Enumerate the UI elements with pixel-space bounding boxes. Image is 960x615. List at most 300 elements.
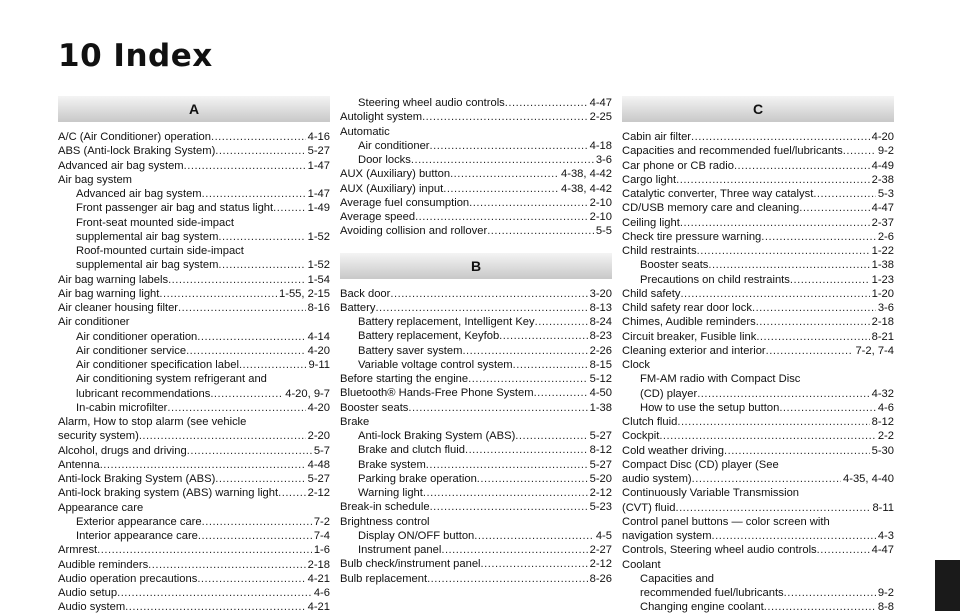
dot-leader [218, 230, 305, 244]
index-entry[interactable] [58, 130, 330, 144]
dot-leader [159, 287, 277, 301]
entry-page-ref: 5-27 [307, 145, 330, 158]
entry-page-ref: 2-37 [871, 216, 894, 229]
index-entry[interactable] [340, 486, 612, 500]
dot-leader [202, 187, 306, 201]
entry-page-ref: 5-5 [595, 225, 612, 238]
index-entry[interactable] [58, 287, 330, 301]
dot-leader [211, 130, 306, 144]
entry-page-ref: 5-27 [307, 473, 330, 485]
entry-text: navigation system [622, 530, 712, 542]
index-entry[interactable] [622, 344, 894, 358]
index-entry[interactable] [622, 586, 894, 600]
index-entry[interactable] [58, 572, 330, 586]
entry-page-ref: 1-6 [313, 544, 330, 557]
entry-text: Child restraints [622, 245, 697, 257]
index-entry[interactable] [58, 144, 330, 158]
entry-text: Audio operation precautions [58, 572, 198, 585]
index-entry[interactable] [58, 187, 330, 201]
entry-page-ref: 5-30 [871, 444, 894, 457]
dot-leader [187, 444, 312, 458]
index-entry-heading[interactable]: Capacities and [640, 572, 715, 585]
entry-page-ref: 8-13 [589, 301, 612, 314]
dot-leader [218, 258, 305, 272]
dot-leader [534, 386, 588, 400]
entry-page-ref: 5-27 [589, 430, 612, 442]
entry-page-ref: 2-18 [307, 558, 330, 571]
section-header-a: A [58, 96, 330, 122]
dot-leader [499, 329, 587, 343]
entry-page-ref: 2-20 [307, 430, 330, 443]
index-column-2 [340, 96, 612, 586]
entry-page-ref: 4-18 [589, 139, 612, 152]
index-entry[interactable] [340, 458, 612, 472]
entry-page-ref: 9-2 [877, 587, 894, 599]
index-entry[interactable] [622, 258, 894, 272]
index-entry[interactable] [622, 415, 894, 429]
entry-text: Battery saver system [358, 344, 463, 357]
index-entry[interactable] [622, 159, 894, 173]
index-entry[interactable] [58, 358, 330, 372]
entry-page-ref: 8-8 [877, 601, 894, 614]
entry-text: Variable voltage control system [358, 358, 513, 371]
entry-page-ref: 9-11 [308, 359, 330, 371]
entry-text: Child safety [622, 287, 681, 300]
entry-page-ref: 5-20 [589, 472, 612, 485]
entry-text: Parking brake operation [358, 472, 477, 485]
dot-leader [167, 401, 305, 415]
index-entry[interactable] [622, 529, 894, 543]
entry-page-ref: 1-49 [307, 202, 330, 215]
entry-page-ref: 4-48 [307, 458, 330, 471]
entry-page-ref: 2-12 [307, 487, 330, 500]
entry-text: (CVT) fluid [622, 501, 676, 514]
entry-page-ref: 7-2 [313, 515, 330, 528]
index-entry[interactable] [58, 515, 330, 529]
entry-page-ref: 8-15 [589, 358, 612, 371]
index-entry-heading[interactable]: Roof-mounted curtain side-impact [76, 245, 244, 257]
index-entry[interactable] [58, 586, 330, 600]
dot-leader [469, 196, 587, 210]
entry-text: Average speed [340, 211, 416, 223]
entry-text: Armrest [58, 544, 98, 557]
index-entry-heading[interactable]: Control panel buttons — color screen with [622, 515, 830, 528]
dot-leader [677, 415, 869, 429]
entry-page-ref: 2-10 [589, 211, 612, 223]
dot-leader [481, 557, 588, 571]
index-entry[interactable] [340, 401, 612, 415]
index-entry-heading[interactable]: Continuously Variable Transmission [622, 487, 800, 500]
dot-leader [422, 110, 588, 124]
index-entry[interactable] [340, 224, 612, 238]
dot-leader [184, 159, 306, 173]
entry-text: Chimes, Audible reminders [622, 316, 756, 329]
index-entry[interactable] [340, 500, 612, 514]
entry-page-ref: 8-24 [589, 316, 612, 328]
entry-text: Break-in schedule [340, 501, 430, 514]
section-header-b: B [340, 253, 612, 279]
entry-text: Catalytic converter, Three way catalyst [622, 188, 814, 200]
index-entry[interactable] [622, 216, 894, 230]
dot-leader [186, 344, 306, 358]
entry-text: Cleaning exterior and interior [622, 344, 766, 357]
entry-text: Air cleaner housing filter [58, 302, 179, 314]
dot-leader [411, 153, 594, 167]
index-entry[interactable] [622, 444, 894, 458]
entry-text: Booster seats [640, 259, 709, 272]
entry-text: Clutch fluid [622, 416, 678, 428]
index-entry-heading[interactable]: Alarm, How to stop alarm (see vehicle [58, 416, 247, 428]
dot-leader [761, 230, 876, 244]
entry-page-ref: 1-20 [871, 287, 894, 300]
entry-text: Instrument panel [358, 544, 442, 556]
entry-text: Ceiling light [622, 216, 680, 229]
dot-leader [779, 401, 876, 415]
index-entry[interactable] [58, 429, 330, 443]
index-entry[interactable] [340, 443, 612, 457]
entry-text: Anti-lock Braking System (ABS) [58, 473, 216, 485]
entry-text: Audible reminders [58, 558, 149, 571]
index-entry-list [340, 96, 612, 239]
entry-page-ref: 4-47 [589, 97, 612, 109]
entry-page-ref: 5-12 [589, 373, 612, 385]
index-entry[interactable] [58, 529, 330, 543]
entry-page-ref: 5-7 [313, 444, 330, 457]
entry-text: Air conditioner [358, 139, 430, 152]
dot-leader [97, 543, 312, 557]
section-gap [340, 239, 612, 253]
index-entry-heading[interactable]: Automatic [340, 125, 390, 138]
entry-text: Circuit breaker, Fusible link [622, 330, 757, 343]
dot-leader [178, 301, 306, 315]
index-entry[interactable] [622, 244, 894, 258]
entry-text: security system) [58, 430, 139, 443]
index-entry[interactable] [340, 543, 612, 557]
dot-leader [450, 167, 559, 181]
index-entry-heading[interactable]: Compact Disc (CD) player (See [622, 458, 779, 471]
entry-text: Brake system [358, 458, 426, 471]
index-entry-heading[interactable]: Air conditioner [58, 316, 130, 329]
entry-text: Check tire pressure warning [622, 230, 762, 243]
index-entry[interactable] [58, 344, 330, 358]
entry-text: Air conditioner service [76, 344, 187, 357]
entry-page-ref: 8-26 [589, 572, 612, 585]
index-entry[interactable] [622, 543, 894, 557]
dot-leader [676, 173, 869, 187]
index-entry[interactable] [58, 201, 330, 215]
entry-text: (CD) player [640, 387, 698, 400]
dot-leader [168, 273, 306, 287]
entry-text: Battery [340, 301, 376, 314]
index-entry[interactable] [622, 173, 894, 187]
index-entry[interactable] [622, 315, 894, 329]
entry-text: Capacities and recommended fuel/lubricants [622, 145, 843, 158]
entry-page-ref: 4-32 [871, 387, 894, 400]
index-column-1 [58, 96, 330, 615]
index-entry[interactable] [58, 330, 330, 344]
dot-leader [535, 315, 588, 329]
index-entry[interactable] [622, 301, 894, 315]
entry-page-ref: 4-47 [871, 544, 894, 557]
entry-text: Cockpit [622, 430, 660, 443]
index-entry[interactable] [340, 196, 612, 210]
index-entry[interactable] [340, 372, 612, 386]
dot-leader [843, 144, 876, 158]
dot-leader [659, 429, 876, 443]
index-entry[interactable] [58, 273, 330, 287]
entry-text: Advanced air bag system [58, 159, 184, 172]
index-entry-list [622, 130, 894, 615]
entry-page-ref: 8-12 [871, 416, 894, 428]
entry-text: Bulb check/instrument panel [340, 558, 481, 571]
entry-page-ref: 1-22 [871, 245, 894, 257]
entry-text: Car phone or CB radio [622, 159, 734, 172]
dot-leader [375, 301, 587, 315]
entry-page-ref: 8-12 [589, 444, 612, 457]
entry-text: Display ON/OFF button [358, 529, 475, 542]
index-entry[interactable] [622, 387, 894, 401]
dot-leader [784, 586, 876, 600]
entry-page-ref: 3-6 [595, 154, 612, 166]
index-entry[interactable] [340, 529, 612, 543]
dot-leader [465, 443, 588, 457]
index-entry[interactable] [58, 258, 330, 272]
entry-text: Bluetooth® Hands-Free Phone System [340, 387, 534, 400]
index-entry[interactable] [622, 501, 894, 515]
index-entry[interactable] [340, 429, 612, 443]
index-entry[interactable] [622, 273, 894, 287]
index-entry[interactable] [622, 130, 894, 144]
dot-leader [430, 500, 588, 514]
entry-page-ref: 2-6 [877, 230, 894, 243]
index-entry[interactable] [340, 329, 612, 343]
entry-text: Back door [340, 287, 391, 300]
index-entry[interactable] [58, 444, 330, 458]
dot-leader [691, 130, 870, 144]
dot-leader [100, 458, 306, 472]
index-entry[interactable] [58, 159, 330, 173]
dot-leader [278, 486, 305, 500]
dot-leader [724, 444, 870, 458]
index-entry[interactable] [622, 600, 894, 614]
entry-page-ref: 8-23 [589, 330, 612, 343]
index-entry-heading[interactable]: Clock [622, 359, 650, 371]
index-entry[interactable] [340, 139, 612, 153]
entry-page-ref: 4-6 [313, 587, 330, 599]
entry-text: Air conditioner operation [76, 330, 198, 343]
dot-leader [390, 287, 587, 301]
index-entry[interactable] [622, 472, 894, 486]
entry-text: Air conditioner specification label [76, 359, 239, 371]
index-entry[interactable] [340, 287, 612, 301]
index-entry-heading[interactable]: Appearance care [58, 501, 144, 514]
entry-page-ref: 9-2 [877, 145, 894, 158]
dot-leader [197, 330, 305, 344]
entry-page-ref: 1-38 [871, 259, 894, 272]
dot-leader [515, 429, 587, 443]
index-entry[interactable] [340, 182, 612, 196]
index-entry[interactable] [58, 486, 330, 500]
index-entry[interactable] [622, 330, 894, 344]
index-entry-list [58, 130, 330, 615]
index-entry[interactable] [340, 557, 612, 571]
entry-text: CD/USB memory care and cleaning [622, 202, 800, 215]
dot-leader [712, 529, 876, 543]
entry-text: ABS (Anti-lock Braking System) [58, 145, 216, 158]
index-entry[interactable] [340, 110, 612, 124]
index-entry[interactable] [58, 401, 330, 415]
entry-text: supplemental air bag system [76, 259, 219, 272]
index-entry[interactable] [58, 458, 330, 472]
dot-leader [477, 472, 588, 486]
entry-text: Front passenger air bag and status light [76, 202, 274, 215]
entry-text: Booster seats [340, 401, 409, 414]
entry-page-ref: 3-20 [589, 287, 612, 300]
entry-page-ref: 1-38 [589, 401, 612, 414]
index-entry[interactable] [340, 386, 612, 400]
entry-page-ref: 4-21 [307, 572, 330, 585]
entry-text: Exterior appearance care [76, 515, 202, 528]
entry-page-ref: 1-54 [307, 273, 330, 286]
entry-page-ref: 8-16 [307, 302, 330, 314]
entry-text: supplemental air bag system [76, 230, 219, 243]
index-column-3 [622, 96, 894, 615]
entry-page-ref: 4-21 [307, 601, 330, 614]
index-entry[interactable] [340, 301, 612, 315]
entry-page-ref: 4-20 [307, 401, 330, 414]
dot-leader [675, 501, 870, 515]
entry-page-ref: 4-20 [307, 344, 330, 357]
entry-page-ref: 7-4 [313, 530, 330, 542]
index-entry[interactable] [340, 344, 612, 358]
entry-text: Interior appearance care [76, 530, 198, 542]
index-entry-heading[interactable]: Coolant [622, 558, 661, 571]
entry-text: Audio setup [58, 587, 118, 599]
entry-page-ref: 1-47 [307, 159, 330, 172]
entry-text: Antenna [58, 458, 100, 471]
dot-leader [756, 330, 869, 344]
entry-page-ref: 5-23 [589, 501, 612, 514]
dot-leader [474, 529, 594, 543]
index-entry-heading[interactable]: Brightness control [340, 515, 430, 528]
index-entry[interactable] [58, 387, 330, 401]
dot-leader [197, 572, 305, 586]
entry-text: Brake and clutch fluid [358, 444, 465, 457]
entry-text: recommended fuel/lubricants [640, 587, 784, 599]
dot-leader [799, 201, 869, 215]
index-entry[interactable] [622, 201, 894, 215]
entry-text: Cargo light [622, 173, 677, 186]
dot-leader [215, 144, 305, 158]
entry-page-ref: 2-18 [871, 316, 894, 329]
entry-page-ref: 2-26 [589, 344, 612, 357]
entry-page-ref: 8-11 [872, 501, 894, 514]
index-entry[interactable] [340, 358, 612, 372]
dot-leader [462, 344, 587, 358]
index-entry-list [340, 287, 612, 586]
entry-text: Warning light [358, 487, 423, 499]
index-entry[interactable] [340, 210, 612, 224]
dot-leader [468, 372, 587, 386]
entry-page-ref: 3-6 [877, 302, 894, 314]
entry-text: Autolight system [340, 111, 423, 124]
index-entry[interactable] [622, 187, 894, 201]
entry-text: In-cabin microfilter [76, 401, 168, 414]
dot-leader [734, 159, 870, 173]
entry-text: Avoiding collision and rollover [340, 225, 488, 238]
entry-page-ref: 5-27 [589, 458, 612, 471]
index-entry[interactable] [340, 167, 612, 181]
index-entry-heading[interactable]: Air conditioning system refrigerant and [76, 373, 267, 386]
index-entry[interactable] [58, 543, 330, 557]
dot-leader [752, 301, 876, 315]
index-entry[interactable] [340, 315, 612, 329]
index-entry[interactable] [340, 96, 612, 110]
index-entry[interactable] [58, 472, 330, 486]
entry-page-ref: 4-6 [877, 401, 894, 414]
index-entry-heading[interactable]: Front-seat mounted side-impact [76, 216, 234, 229]
index-entry[interactable] [622, 429, 894, 443]
entry-text: Advanced air bag system [76, 188, 202, 200]
dot-leader [215, 472, 305, 486]
dot-leader [443, 182, 559, 196]
dot-leader [505, 96, 588, 110]
index-entry[interactable] [340, 472, 612, 486]
index-entry[interactable] [622, 230, 894, 244]
dot-leader [198, 529, 312, 543]
dot-leader [427, 572, 588, 586]
index-entry[interactable] [58, 600, 330, 614]
entry-page-ref: 4-38, 4-42 [561, 182, 612, 195]
entry-page-ref: 2-12 [589, 558, 612, 571]
index-entry[interactable] [622, 401, 894, 415]
entry-page-ref: 7-2, 7-4 [855, 344, 894, 357]
entry-page-ref: 2-12 [589, 487, 612, 499]
entry-text: Anti-lock braking system (ABS) warning light [58, 487, 279, 500]
entry-page-ref: 4-49 [871, 159, 894, 172]
index-entry[interactable] [58, 301, 330, 315]
entry-text: Alcohol, drugs and driving [58, 444, 187, 457]
entry-page-ref: 1-47 [307, 188, 330, 200]
entry-text: Changing engine coolant [640, 601, 764, 614]
entry-text: Bulb replacement [340, 572, 428, 585]
index-entry[interactable] [622, 144, 894, 158]
entry-text: Air bag warning labels [58, 273, 169, 286]
dot-leader [210, 387, 283, 401]
dot-leader [764, 600, 876, 614]
entry-page-ref: 2-25 [589, 111, 612, 124]
index-entry-heading[interactable]: Air bag system [58, 173, 132, 186]
index-entry[interactable] [340, 153, 612, 167]
index-entry-heading[interactable]: Brake [340, 415, 370, 428]
chapter-tab-marker [935, 560, 960, 611]
entry-text: Cabin air filter [622, 131, 692, 143]
entry-page-ref: 4-20, 9-7 [285, 387, 330, 400]
entry-page-ref: 1-55, 2-15 [279, 287, 330, 300]
index-entry[interactable] [340, 572, 612, 586]
dot-leader [415, 210, 588, 224]
entry-page-ref: 1-52 [307, 259, 330, 272]
index-entry[interactable] [58, 558, 330, 572]
index-entry[interactable] [622, 287, 894, 301]
section-header-c: C [622, 96, 894, 122]
index-entry[interactable] [58, 230, 330, 244]
entry-text: A/C (Air Conditioner) operation [58, 131, 211, 143]
dot-leader [487, 224, 594, 238]
index-entry-heading[interactable]: FM-AM radio with Compact Disc [640, 373, 801, 386]
entry-text: Battery replacement, Keyfob [358, 330, 500, 343]
entry-text: How to use the setup button [640, 401, 780, 414]
